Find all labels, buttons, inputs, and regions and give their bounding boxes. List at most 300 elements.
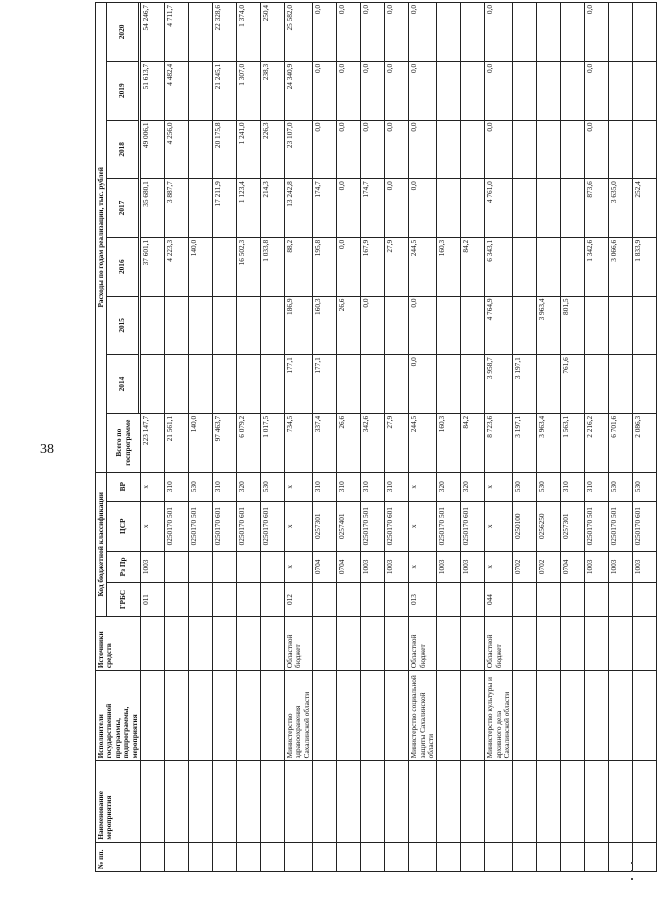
cell-total: 2 086,3 <box>633 413 657 472</box>
cell-event <box>609 761 633 842</box>
cell-total: 160,3 <box>437 413 461 472</box>
cell-y2014 <box>188 355 212 414</box>
cell-csr: х <box>140 501 164 551</box>
cell-vr: 320 <box>236 472 260 501</box>
cell-y2018 <box>633 120 657 179</box>
cell-y2016: 37 601,1 <box>140 237 164 296</box>
cell-num <box>385 842 409 871</box>
cell-executor <box>537 671 561 761</box>
cell-y2016 <box>513 237 537 296</box>
cell-y2019: 24 340,9 <box>284 61 312 120</box>
cell-y2015: 26,6 <box>337 296 361 355</box>
table-row <box>313 3 337 872</box>
cell-y2020 <box>633 3 657 62</box>
cell-grbs <box>461 583 485 617</box>
cell-event <box>313 761 337 842</box>
cell-source <box>164 616 188 670</box>
table-row <box>633 3 657 872</box>
cell-rzpr <box>188 551 212 583</box>
cell-y2017: 0,0 <box>337 179 361 238</box>
cell-total: 140,0 <box>188 413 212 472</box>
cell-executor <box>609 671 633 761</box>
cell-y2018: 0,0 <box>485 120 513 179</box>
cell-vr: х <box>409 472 437 501</box>
cell-y2014 <box>140 355 164 414</box>
cell-y2019: 0,0 <box>385 61 409 120</box>
cell-y2016: 27,9 <box>385 237 409 296</box>
cell-source <box>437 616 461 670</box>
cell-grbs <box>337 583 361 617</box>
cell-y2017: 4 761,0 <box>485 179 513 238</box>
cell-y2014 <box>164 355 188 414</box>
scan-marks <box>628 856 636 896</box>
cell-total: 27,9 <box>385 413 409 472</box>
cell-num <box>284 842 312 871</box>
table-row <box>385 3 409 872</box>
cell-rzpr: х <box>485 551 513 583</box>
cell-y2018: 0,0 <box>337 120 361 179</box>
cell-total: 3 197,1 <box>513 413 537 472</box>
cell-y2018: 49 006,1 <box>140 120 164 179</box>
cell-y2016: 1 833,9 <box>633 237 657 296</box>
cell-num <box>537 842 561 871</box>
cell-y2018: 20 175,8 <box>212 120 236 179</box>
cell-y2018: 23 107,0 <box>284 120 312 179</box>
cell-total: 21 561,1 <box>164 413 188 472</box>
cell-rzpr: 1003 <box>609 551 633 583</box>
cell-y2020: 0,0 <box>361 3 385 62</box>
cell-rzpr: х <box>409 551 437 583</box>
cell-total: 26,6 <box>337 413 361 472</box>
cell-y2014 <box>337 355 361 414</box>
budget-table <box>95 2 657 872</box>
header-budget-class: Код бюджетной классификации <box>96 472 107 616</box>
table-row <box>585 3 609 872</box>
cell-rzpr: 1003 <box>461 551 485 583</box>
cell-y2017: 0,0 <box>409 179 437 238</box>
cell-y2016: 88,2 <box>284 237 312 296</box>
cell-y2015: 0,0 <box>409 296 437 355</box>
cell-y2017 <box>437 179 461 238</box>
table-row <box>337 3 361 872</box>
header-year: 2020 <box>107 3 139 62</box>
cell-y2017: 3 635,0 <box>609 179 633 238</box>
cell-y2014: 177,1 <box>284 355 312 414</box>
cell-csr: 0257301 <box>313 501 337 551</box>
cell-rzpr: 0702 <box>537 551 561 583</box>
cell-num <box>561 842 585 871</box>
cell-vr: 310 <box>361 472 385 501</box>
cell-y2019: 0,0 <box>485 61 513 120</box>
cell-num <box>188 842 212 871</box>
cell-total: 6 701,6 <box>609 413 633 472</box>
cell-source <box>236 616 260 670</box>
cell-y2019: 1 307,0 <box>236 61 260 120</box>
cell-num <box>437 842 461 871</box>
cell-y2020: 0,0 <box>585 3 609 62</box>
cell-grbs <box>513 583 537 617</box>
cell-y2014 <box>361 355 385 414</box>
cell-total: 1 563,1 <box>561 413 585 472</box>
cell-grbs <box>537 583 561 617</box>
cell-y2020: 0,0 <box>313 3 337 62</box>
cell-csr: х <box>409 501 437 551</box>
cell-grbs: 044 <box>485 583 513 617</box>
cell-source: Областной бюджет <box>485 616 513 670</box>
cell-grbs <box>361 583 385 617</box>
cell-num <box>409 842 437 871</box>
cell-event <box>284 761 312 842</box>
cell-num <box>313 842 337 871</box>
cell-y2016: 1 033,8 <box>260 237 284 296</box>
table-row <box>409 3 437 872</box>
cell-y2016: 84,2 <box>461 237 485 296</box>
cell-rzpr: 0704 <box>313 551 337 583</box>
cell-source <box>633 616 657 670</box>
cell-y2020: 22 328,6 <box>212 3 236 62</box>
cell-vr: 310 <box>385 472 409 501</box>
cell-y2019: 0,0 <box>361 61 385 120</box>
cell-y2015 <box>513 296 537 355</box>
cell-executor: Министерство социальной защиты Сахалинской области <box>409 671 437 761</box>
cell-y2020 <box>188 3 212 62</box>
cell-y2019 <box>537 61 561 120</box>
cell-grbs: 011 <box>140 583 164 617</box>
header-vr: ВР <box>107 472 141 501</box>
cell-grbs <box>561 583 585 617</box>
cell-grbs: 012 <box>284 583 312 617</box>
cell-y2019: 0,0 <box>337 61 361 120</box>
header-source: Источники средств <box>96 616 141 670</box>
cell-csr: 0250170 601 <box>633 501 657 551</box>
cell-num <box>585 842 609 871</box>
cell-total: 223 147,7 <box>140 413 164 472</box>
cell-y2019 <box>188 61 212 120</box>
cell-executor <box>212 671 236 761</box>
cell-y2018: 0,0 <box>385 120 409 179</box>
rotated-table-container <box>95 2 655 872</box>
cell-num <box>513 842 537 871</box>
cell-y2019: 4 482,4 <box>164 61 188 120</box>
cell-y2015 <box>140 296 164 355</box>
cell-executor <box>361 671 385 761</box>
cell-source: Областной бюджет <box>409 616 437 670</box>
cell-num <box>212 842 236 871</box>
cell-csr: 0250170 601 <box>236 501 260 551</box>
cell-y2017: 174,7 <box>361 179 385 238</box>
table-row <box>485 3 513 872</box>
cell-y2017 <box>461 179 485 238</box>
cell-num <box>485 842 513 871</box>
cell-rzpr: 1003 <box>140 551 164 583</box>
cell-event <box>561 761 585 842</box>
cell-grbs <box>609 583 633 617</box>
cell-grbs <box>585 583 609 617</box>
header-total: Всего по госпрограмме <box>107 413 141 472</box>
cell-source <box>513 616 537 670</box>
cell-y2020: 1 374,0 <box>236 3 260 62</box>
cell-y2016: 167,9 <box>361 237 385 296</box>
cell-rzpr: 0704 <box>561 551 585 583</box>
cell-y2018 <box>513 120 537 179</box>
cell-csr: 0250170 601 <box>461 501 485 551</box>
cell-y2020: 54 246,7 <box>140 3 164 62</box>
cell-rzpr: 1003 <box>585 551 609 583</box>
cell-event <box>437 761 461 842</box>
cell-csr: 0256250 <box>537 501 561 551</box>
cell-source <box>385 616 409 670</box>
cell-y2018: 0,0 <box>585 120 609 179</box>
cell-source <box>561 616 585 670</box>
cell-y2014 <box>212 355 236 414</box>
cell-y2015 <box>609 296 633 355</box>
cell-y2016 <box>537 237 561 296</box>
cell-grbs <box>385 583 409 617</box>
cell-grbs: 013 <box>409 583 437 617</box>
table-row <box>461 3 485 872</box>
cell-source <box>361 616 385 670</box>
header-year: 2018 <box>107 120 139 179</box>
cell-total: 6 079,2 <box>236 413 260 472</box>
cell-num <box>164 842 188 871</box>
cell-y2015 <box>585 296 609 355</box>
table-row <box>609 3 633 872</box>
cell-rzpr: 0704 <box>337 551 361 583</box>
cell-y2015 <box>437 296 461 355</box>
cell-y2014 <box>585 355 609 414</box>
cell-rzpr: 1003 <box>385 551 409 583</box>
cell-vr: 310 <box>561 472 585 501</box>
cell-num <box>461 842 485 871</box>
cell-event <box>585 761 609 842</box>
cell-num <box>633 842 657 871</box>
cell-y2016: 160,3 <box>437 237 461 296</box>
cell-y2018 <box>537 120 561 179</box>
cell-rzpr: х <box>284 551 312 583</box>
cell-y2019: 0,0 <box>313 61 337 120</box>
cell-y2019 <box>561 61 585 120</box>
header-csr: ЦСР <box>107 501 141 551</box>
cell-y2014: 3 958,7 <box>485 355 513 414</box>
table-row <box>140 3 164 872</box>
cell-y2015 <box>385 296 409 355</box>
cell-executor <box>188 671 212 761</box>
cell-y2019 <box>437 61 461 120</box>
cell-total: 1 017,5 <box>260 413 284 472</box>
cell-y2017: 174,7 <box>313 179 337 238</box>
header-expenses: Расходы по годам реализации, тыс. рублей <box>96 3 107 473</box>
cell-y2015 <box>164 296 188 355</box>
cell-executor <box>513 671 537 761</box>
cell-source <box>337 616 361 670</box>
table-row <box>188 3 212 872</box>
cell-y2015: 160,3 <box>313 296 337 355</box>
cell-y2015 <box>188 296 212 355</box>
cell-vr: х <box>485 472 513 501</box>
cell-y2018 <box>561 120 585 179</box>
cell-vr: 320 <box>437 472 461 501</box>
cell-y2014 <box>437 355 461 414</box>
cell-y2016: 140,0 <box>188 237 212 296</box>
header-event: Наименование мероприятия <box>96 761 141 842</box>
cell-y2017: 214,3 <box>260 179 284 238</box>
table-row <box>561 3 585 872</box>
cell-executor <box>461 671 485 761</box>
cell-vr: 530 <box>537 472 561 501</box>
cell-y2016: 4 223,3 <box>164 237 188 296</box>
cell-executor <box>164 671 188 761</box>
cell-y2017: 1 123,4 <box>236 179 260 238</box>
cell-y2020: 25 582,0 <box>284 3 312 62</box>
cell-total: 2 216,2 <box>585 413 609 472</box>
cell-y2017: 252,4 <box>633 179 657 238</box>
cell-y2017 <box>537 179 561 238</box>
cell-y2020 <box>561 3 585 62</box>
cell-executor <box>236 671 260 761</box>
cell-y2019: 238,3 <box>260 61 284 120</box>
cell-executor <box>561 671 585 761</box>
cell-y2018 <box>461 120 485 179</box>
table-row <box>236 3 260 872</box>
cell-num <box>361 842 385 871</box>
cell-y2020: 4 711,7 <box>164 3 188 62</box>
cell-num <box>236 842 260 871</box>
cell-vr: 530 <box>188 472 212 501</box>
cell-source <box>212 616 236 670</box>
cell-grbs <box>633 583 657 617</box>
cell-csr: 0250170 501 <box>361 501 385 551</box>
header-grbs: ГРБС <box>107 583 141 617</box>
cell-vr: х <box>140 472 164 501</box>
cell-y2016: 1 342,6 <box>585 237 609 296</box>
cell-vr: 310 <box>585 472 609 501</box>
cell-source <box>260 616 284 670</box>
cell-event <box>385 761 409 842</box>
cell-y2017: 17 211,9 <box>212 179 236 238</box>
cell-y2018: 226,3 <box>260 120 284 179</box>
cell-y2015: 3 963,4 <box>537 296 561 355</box>
cell-y2020: 0,0 <box>337 3 361 62</box>
cell-y2014: 177,1 <box>313 355 337 414</box>
cell-y2018 <box>188 120 212 179</box>
table-body <box>140 3 657 872</box>
cell-y2014 <box>385 355 409 414</box>
cell-y2015: 801,5 <box>561 296 585 355</box>
cell-executor <box>313 671 337 761</box>
cell-y2020 <box>437 3 461 62</box>
table-row <box>164 3 188 872</box>
cell-y2015 <box>633 296 657 355</box>
cell-event <box>485 761 513 842</box>
cell-y2019 <box>461 61 485 120</box>
cell-y2017: 3 887,7 <box>164 179 188 238</box>
cell-rzpr: 0702 <box>513 551 537 583</box>
cell-event <box>337 761 361 842</box>
cell-y2019: 0,0 <box>585 61 609 120</box>
cell-executor: Министерство культуры и архивного дела Сахалинской области <box>485 671 513 761</box>
cell-source <box>461 616 485 670</box>
cell-num <box>140 842 164 871</box>
table-row <box>513 3 537 872</box>
cell-num <box>260 842 284 871</box>
cell-event <box>140 761 164 842</box>
cell-y2014 <box>260 355 284 414</box>
cell-y2014 <box>609 355 633 414</box>
cell-vr: 310 <box>164 472 188 501</box>
cell-y2019: 21 245,1 <box>212 61 236 120</box>
header-year: 2019 <box>107 61 139 120</box>
cell-rzpr: 1003 <box>361 551 385 583</box>
cell-y2018: 0,0 <box>361 120 385 179</box>
cell-total: 97 463,7 <box>212 413 236 472</box>
cell-csr: 0257401 <box>337 501 361 551</box>
cell-event <box>409 761 437 842</box>
cell-y2015: 0,0 <box>361 296 385 355</box>
cell-source <box>537 616 561 670</box>
cell-vr: 310 <box>337 472 361 501</box>
cell-source <box>609 616 633 670</box>
cell-y2016 <box>561 237 585 296</box>
cell-y2016: 16 502,3 <box>236 237 260 296</box>
cell-y2015 <box>212 296 236 355</box>
cell-y2019: 51 613,7 <box>140 61 164 120</box>
cell-y2018: 0,0 <box>313 120 337 179</box>
cell-y2018: 1 241,0 <box>236 120 260 179</box>
cell-y2020 <box>609 3 633 62</box>
cell-vr: 310 <box>313 472 337 501</box>
page-number: 38 <box>40 442 54 457</box>
cell-y2016: 6 343,1 <box>485 237 513 296</box>
cell-y2020: 0,0 <box>409 3 437 62</box>
cell-y2019 <box>633 61 657 120</box>
cell-y2020: 0,0 <box>485 3 513 62</box>
cell-y2014: 0,0 <box>409 355 437 414</box>
cell-vr: х <box>284 472 312 501</box>
cell-y2014: 761,6 <box>561 355 585 414</box>
cell-y2016: 0,0 <box>337 237 361 296</box>
cell-csr: 0250170 501 <box>585 501 609 551</box>
cell-event <box>537 761 561 842</box>
cell-y2016: 3 066,6 <box>609 237 633 296</box>
cell-rzpr <box>236 551 260 583</box>
cell-csr: 0250100 <box>513 501 537 551</box>
cell-y2017 <box>561 179 585 238</box>
cell-executor <box>437 671 461 761</box>
cell-event <box>361 761 385 842</box>
cell-csr: 0250170 501 <box>164 501 188 551</box>
cell-source: Областной бюджет <box>284 616 312 670</box>
cell-event <box>164 761 188 842</box>
cell-y2019 <box>513 61 537 120</box>
cell-y2020 <box>537 3 561 62</box>
cell-grbs <box>313 583 337 617</box>
cell-y2017: 0,0 <box>385 179 409 238</box>
cell-total: 734,5 <box>284 413 312 472</box>
cell-grbs <box>236 583 260 617</box>
cell-source <box>313 616 337 670</box>
cell-csr: 0257301 <box>561 501 585 551</box>
cell-event <box>513 761 537 842</box>
cell-y2015 <box>461 296 485 355</box>
cell-y2018 <box>609 120 633 179</box>
cell-y2015: 186,9 <box>284 296 312 355</box>
cell-total: 84,2 <box>461 413 485 472</box>
cell-executor: Министерство здравоохранения Сахалинской области <box>284 671 312 761</box>
cell-executor <box>260 671 284 761</box>
table-row <box>284 3 312 872</box>
table-row <box>212 3 236 872</box>
cell-y2019: 0,0 <box>409 61 437 120</box>
